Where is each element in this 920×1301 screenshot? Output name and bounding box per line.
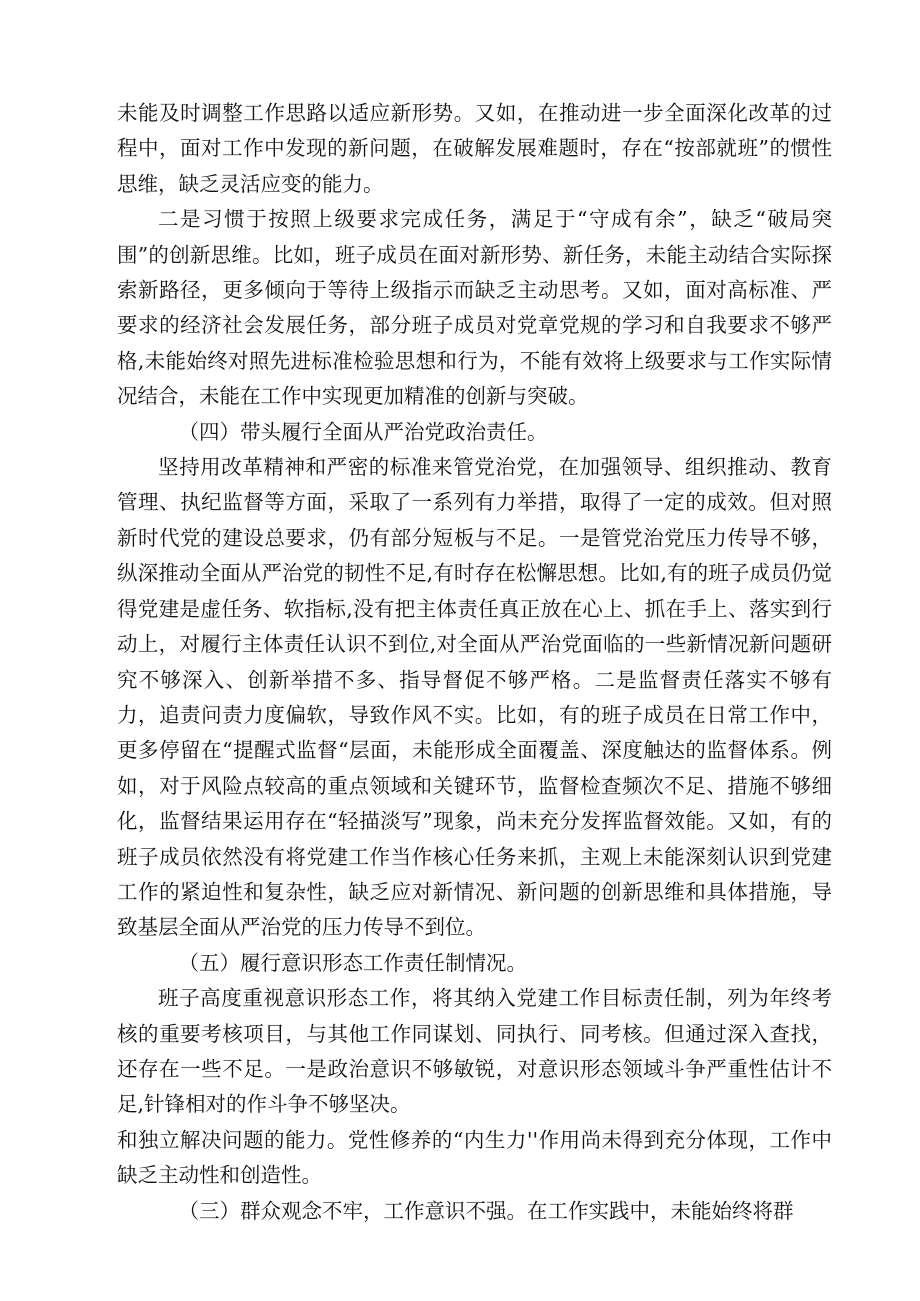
section-heading-3: （三）群众观念不牢，工作意识不强。在工作实践中，未能始终将群 [178,1198,794,1223]
document-body [117,96,832,1229]
paragraph-ideology-work: 班子高度重视意识形态工作，将其纳入党建工作目标责任制，列为年终考核的重要考核项目，与其他工作同谋划、同执行、同考核。但通过深入查找，还存在一些不足。一是政治意识不够敏锐，对意识形态领域斗争严重性估计不足,针锋相对的作斗争不够坚决。 [117,986,832,1117]
paragraph-continuation-top: 未能及时调整工作思路以适应新形势。又如，在推动进一步全面深化改革的过程中，面对工作中发现的新问题，在破解发展难题时，存在“按部就班”的惯性思维，缺乏灵活应变的能力。 [117,101,832,196]
paragraph-habit-of-following-orders: 二是习惯于按照上级要求完成任务，满足于“守成有余”，缺乏“破局突围”的创新思维。比如，班子成员在面对新形势、新任务，未能主动结合实际探索新路径，更多倾向于等待上级指示而缺乏主动思考。又如，面对高标准、严要求的经济社会发展任务，部分班子成员对党章党规的学习和自我要求不够严格,未能始终对照先进标准检验思想和行为，不能有效将上级要求与工作实际情况结合，未能在工作中实现更加精准的创新与突破。 [117,207,832,409]
paragraph-party-governance: 坚持用改革精神和严密的标准来管党治党，在加强领导、组织推动、教育管理、执纪监督等方面，采取了一系列有力举措，取得了一定的成效。但对照新时代党的建设总要求，仍有部分短板与不足。一是管党治党压力传导不够，纵深推动全面从严治党的韧性不足,有时存在松懈思想。比如,有的班子成员仍觉得党建是虚任务、软指标,没有把主体责任真正放在心上、抓在手上、落实到行动上，对履行主体责任认识不到位,对全面从严治党面临的一些新情况新问题研究不够深入、创新举措不多、指导督促不够严格。二是监督责任落实不够有力，追责问责力度偏软，导致作风不实。比如，有的班子成员在日常工作中，更多停留在“提醒式监督“层面，未能形成全面覆盖、深度触达的监督体系。例如，对于风险点较高的重点领域和关键环节，监督检查频次不足、措施不够细化，监督结果运用存在“轻描淡写”现象，尚未充分发挥监督效能。又如，有的班子成员依然没有将党建工作当作核心任务来抓，主观上未能深刻认识到党建工作的紧迫性和复杂性，缺乏应对新情况、新问题的创新思维和具体措施，导致基层全面从严治党的压力传导不到位。 [117,455,832,940]
section-heading-5: （五）履行意识形态工作责任制情况。 [178,950,527,975]
paragraph-continuation-party-spirit: 和独立解决问题的能力。党性修养的“内生力''作用尚未得到充分体现，工作中缺乏主动性和创造性。 [117,1127,832,1188]
section-heading-4: （四）带头履行全面从严治党政治责任。 [178,419,548,444]
